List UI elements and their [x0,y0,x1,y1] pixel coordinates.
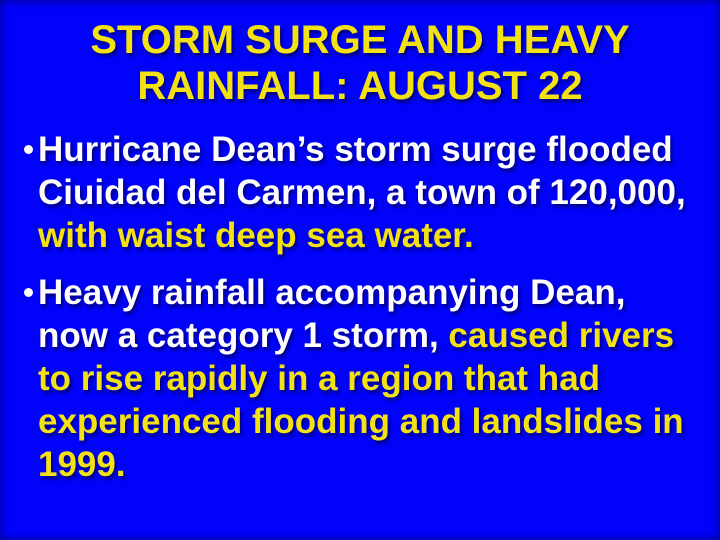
bullet-text [38,128,698,257]
bullet-text-segment: with waist deep sea water. [38,216,474,255]
slide-title-line-1: STORM SURGE AND HEAVY [90,18,630,62]
bullet-text-segment: Hurricane Dean’s storm surge flooded Ciuidad del Carmen, a town of 120,000, [38,130,686,212]
bullet-item [24,271,708,486]
bullet-icon [24,145,33,154]
bullet-text [38,271,698,486]
bullet-text-segment: caused rivers to rise rapidly in a region that had experienced flooding and landslides in 1999. [38,316,684,484]
slide-title-line-2: RAINFALL: AUGUST 22 [137,64,583,108]
bullet-list [24,128,708,500]
slide-title [0,17,720,109]
bullet-icon [24,288,33,297]
bullet-text-segment: Heavy rainfall accompanying Dean, now a category 1 storm, [38,273,626,355]
bullet-item [24,128,708,257]
